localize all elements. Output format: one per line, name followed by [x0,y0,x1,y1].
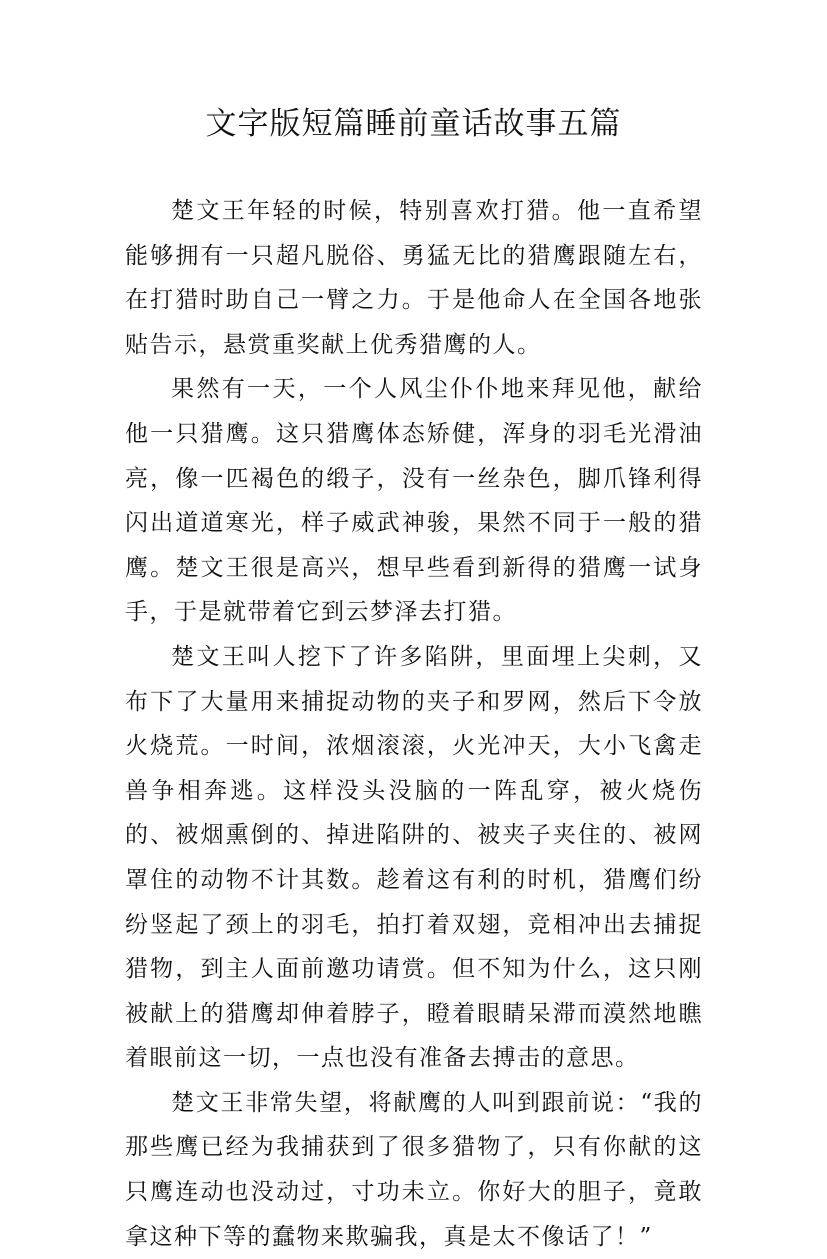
paragraph: 楚文王叫人挖下了许多陷阱，里面埋上尖刺，又布下了大量用来捕捉动物的夹子和罗网，然后下令放火烧荒。一时间，浓烟滚滚，火光冲天，大小飞禽走兽争相奔逃。这样没头没脑的一阵乱穿，被火烧伤的、被烟熏倒的、掉进陷阱的、被夹子夹住的、被网罩住的动物不计其数。趁着这有利的时机，猎鹰们纷纷竖起了颈上的羽毛，拍打着双翅，竞相冲出去捕捉猎物，到主人面前邀功请赏。但不知为什么，这只刚被献上的猎鹰却伸着脖子，瞪着眼睛呆滞而漠然地瞧着眼前这一切，一点也没有准备去搏击的意思。 [125,643,703,1072]
paragraph: 楚文王年轻的时候，特别喜欢打猎。他一直希望能够拥有一只超凡脱俗、勇猛无比的猎鹰跟随左右，在打猎时助自己一臂之力。于是他命人在全国各地张贴告示，悬赏重奖献上优秀猎鹰的人。 [125,198,703,358]
paragraph: 果然有一天，一个人风尘仆仆地来拜见他，献给他一只猎鹰。这只猎鹰体态矫健，浑身的羽毛光滑油亮，像一匹褐色的缎子，没有一丝杂色，脚爪锋利得闪出道道寒光，样子威武神骏，果然不同于一般的猎鹰。楚文王很是高兴，想早些看到新得的猎鹰一试身手，于是就带着它到云梦泽去打猎。 [125,376,703,626]
paragraph: 楚文王非常失望，将献鹰的人叫到跟前说：“我的那些鹰已经为我捕获到了很多猎物了，只有你献的这只鹰连动也没动过，寸功未立。你好大的胆子，竟敢拿这种下等的蠢物来欺骗我，真是太不像话了！” [125,1089,703,1250]
document-title: 文字版短篇睡前童话故事五篇 [205,106,622,142]
document-body [125,189,703,1259]
